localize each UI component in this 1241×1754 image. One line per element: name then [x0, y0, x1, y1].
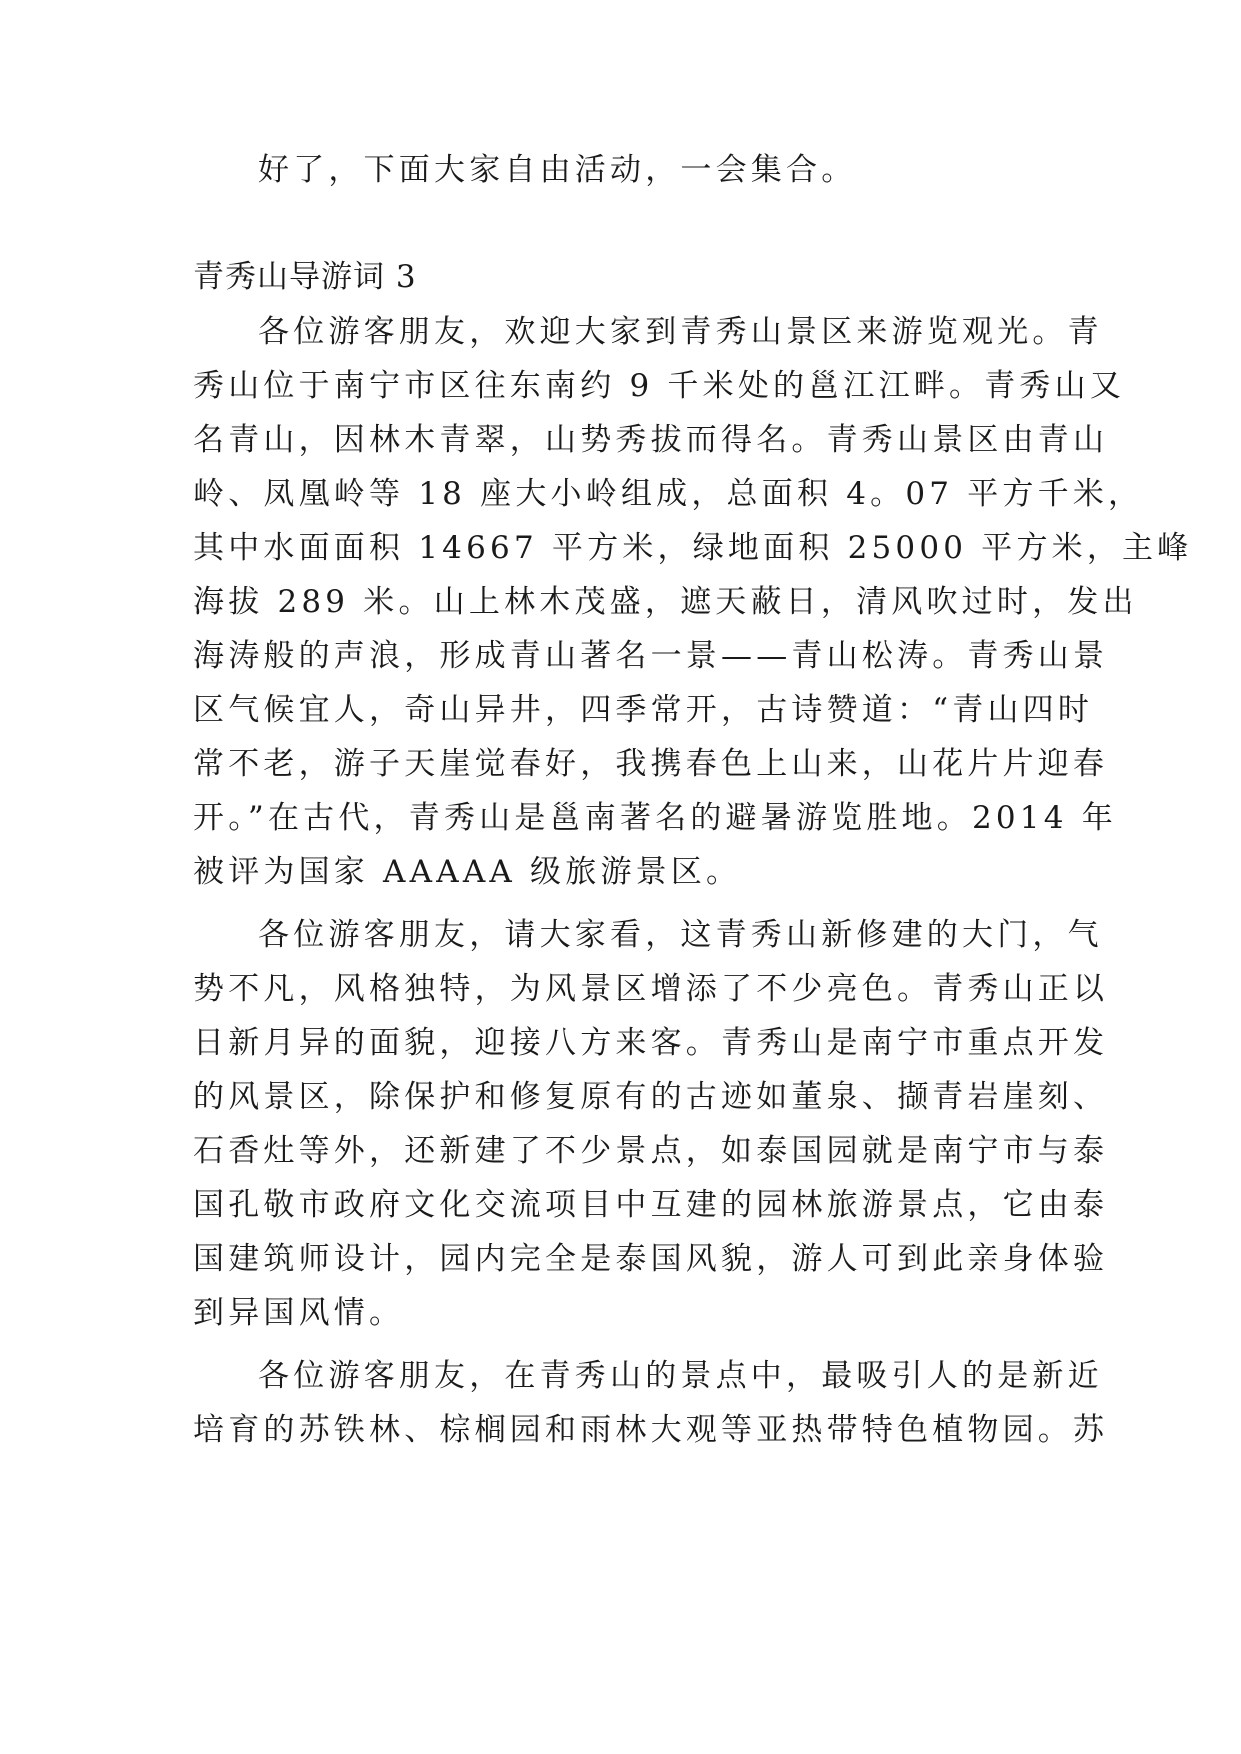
- paragraph-line: 石香灶等外，还新建了不少景点，如泰国园就是南宁市与泰: [193, 1133, 1109, 1169]
- paragraph-line: 的风景区，除保护和修复原有的古迹如董泉、撷青岩崖刻、: [193, 1079, 1109, 1115]
- paragraph-line: 培育的苏铁林、棕榈园和雨林大观等亚热带特色植物园。苏: [193, 1412, 1109, 1448]
- paragraph-line: 国建筑师设计，园内完全是泰国风貌，游人可到此亲身体验: [193, 1241, 1109, 1277]
- paragraph-line: 各位游客朋友，请大家看，这青秀山新修建的大门，气: [258, 917, 1103, 953]
- paragraph-line: 被评为国家 AAAAA 级旅游景区。: [193, 854, 742, 890]
- paragraph-line: 海涛般的声浪，形成青山著名一景——青山松涛。青秀山景: [193, 638, 1109, 674]
- paragraph-line: 其中水面面积 14667 平方米，绿地面积 25000 平方米，主峰: [193, 530, 1193, 566]
- paragraph-line: 区气候宜人，奇山异井，四季常开，古诗赞道：“青山四时: [193, 692, 1094, 728]
- paragraph-line: 秀山位于南宁市区往东南约 9 千米处的邕江江畔。青秀山又: [193, 368, 1126, 404]
- paragraph-line: 开。”在古代，青秀山是邕南著名的避暑游览胜地。2014 年: [193, 800, 1117, 836]
- paragraph-line: 各位游客朋友，在青秀山的景点中，最吸引人的是新近: [258, 1358, 1103, 1394]
- paragraph-line: 到异国风情。: [193, 1295, 405, 1331]
- paragraph-line: 国孔敬市政府文化交流项目中互建的园林旅游景点，它由泰: [193, 1187, 1109, 1223]
- section-title: 青秀山导游词 3: [193, 259, 417, 295]
- paragraph-line: 名青山，因林木青翠，山势秀拔而得名。青秀山景区由青山: [193, 422, 1109, 458]
- paragraph-line: 势不凡，风格独特，为风景区增添了不少亮色。青秀山正以: [193, 971, 1109, 1007]
- paragraph-line: 常不老，游子天崖觉春好，我携春色上山来，山花片片迎春: [193, 746, 1109, 782]
- paragraph-line: 海拔 289 米。山上林木茂盛，遮天蔽日，清风吹过时，发出: [193, 584, 1138, 620]
- paragraph-line: 各位游客朋友，欢迎大家到青秀山景区来游览观光。青: [258, 314, 1103, 350]
- closing-line: 好了，下面大家自由活动，一会集合。: [258, 152, 857, 188]
- paragraph-line: 日新月异的面貌，迎接八方来客。青秀山是南宁市重点开发: [193, 1025, 1109, 1061]
- paragraph-line: 岭、凤凰岭等 18 座大小岭组成，总面积 4。07 平方千米，: [193, 476, 1144, 512]
